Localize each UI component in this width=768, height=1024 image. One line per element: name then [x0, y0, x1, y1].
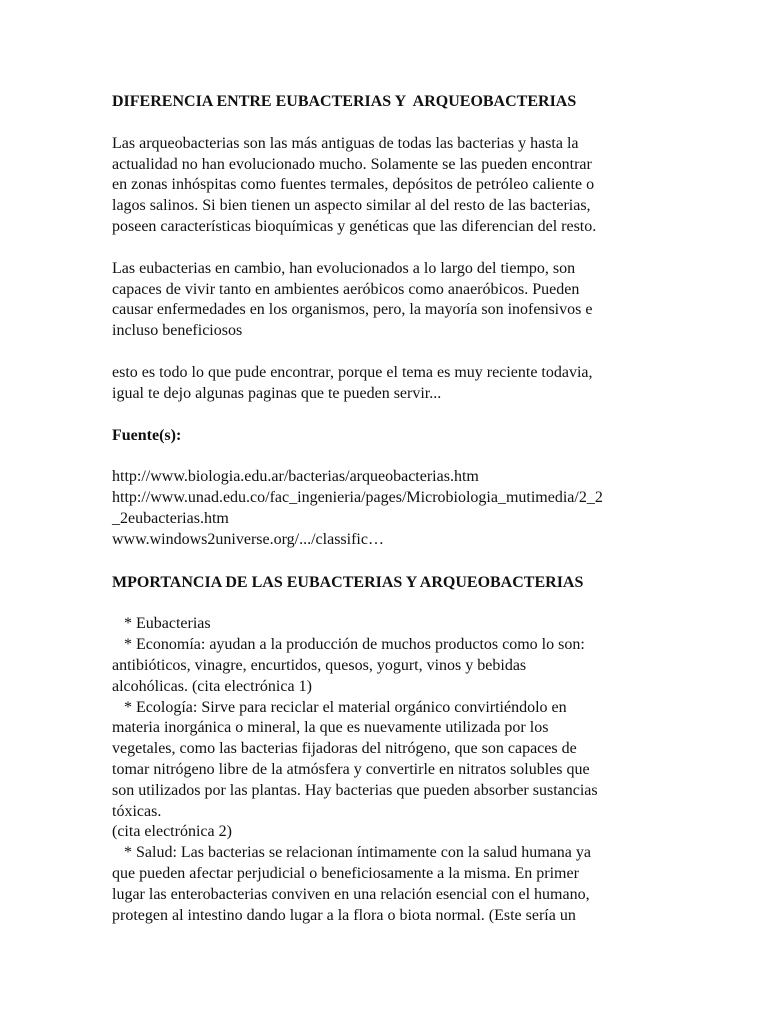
paragraph-note	[112, 363, 672, 405]
text-line: en zonas inhóspitas como fuentes termales, depósitos de petróleo caliente o	[112, 176, 595, 194]
text-line: (cita electrónica 2)	[112, 823, 232, 841]
text-line: * Ecología: Sirve para reciclar el material orgánico convirtiéndolo en	[112, 698, 567, 716]
text-line: * Eubacterias	[112, 615, 211, 633]
text-line: alcohólicas. (cita electrónica 1)	[112, 677, 312, 695]
paragraph-eubacteria	[112, 259, 672, 342]
source-link[interactable]: www.windows2universe.org/.../classific…	[112, 530, 384, 548]
paragraph-importance	[112, 614, 672, 926]
source-link[interactable]: http://www.unad.edu.co/fac_ingenieria/pages/Microbiologia_mutimedia/2_2	[112, 489, 603, 507]
text-line: causar enfermedades en los organismos, pero, la mayoría son inofensivos e	[112, 301, 593, 319]
text-line: incluso beneficiosos	[112, 322, 243, 340]
text-line: Las arqueobacterias son las más antiguas de todas las bacterias y hasta la	[112, 134, 579, 152]
text-line: poseen características bioquímicas y genéticas que las diferencian del resto.	[112, 217, 597, 235]
text-line: esto es todo lo que pude encontrar, porque el tema es muy reciente todavia,	[112, 363, 593, 381]
text-line: tóxicas.	[112, 802, 162, 820]
text-line: * Salud: Las bacterias se relacionan íntimamente con la salud humana ya	[112, 844, 591, 862]
section-title: DIFERENCIA ENTRE EUBACTERIAS Y ARQUEOBACTERIAS	[112, 93, 577, 110]
text-line: lagos salinos. Si bien tienen un aspecto similar al del resto de las bacterias,	[112, 197, 591, 215]
text-line: tomar nitrógeno libre de la atmósfera y convertirle en nitratos solubles que	[112, 760, 590, 778]
text-line: materia inorgánica o mineral, la que es nuevamente utilizada por los	[112, 719, 549, 737]
document-page	[112, 92, 672, 947]
text-line: vegetales, como las bacterias fijadoras del nitrógeno, que son capaces de	[112, 740, 577, 758]
text-line: son utilizados por las plantas. Hay bacterias que pueden absorber sustancias	[112, 781, 598, 799]
source-link-continuation[interactable]: _2eubacterias.htm	[112, 509, 229, 527]
source-link[interactable]: http://www.biologia.edu.ar/bacterias/arqueobacterias.htm	[112, 468, 479, 486]
text-line: Las eubacterias en cambio, han evolucionados a lo largo del tiempo, son	[112, 259, 576, 277]
text-line: capaces de vivir tanto en ambientes aeróbicos como anaeróbicos. Pueden	[112, 280, 580, 298]
text-line: actualidad no han evolucionado mucho. Solamente se las pueden encontrar	[112, 155, 592, 173]
text-line: protegen al intestino dando lugar a la flora o biota normal. (Este sería un	[112, 906, 576, 924]
paragraph-archaea	[112, 134, 672, 238]
text-line: que pueden afectar perjudicial o beneficiosamente a la misma. En primer	[112, 864, 579, 882]
text-line: lugar las enterobacterias conviven en una relación esencial con el humano,	[112, 885, 590, 903]
text-line: antibióticos, vinagre, encurtidos, quesos, yogurt, vinos y bebidas	[112, 656, 527, 674]
text-line: * Economía: ayudan a la producción de muchos productos como lo son:	[112, 636, 585, 654]
section-title: MPORTANCIA DE LAS EUBACTERIAS Y ARQUEOBACTERIAS	[112, 573, 584, 591]
sources-list	[112, 467, 672, 550]
text-line: igual te dejo algunas paginas que te pueden servir...	[112, 384, 442, 402]
sources-label: Fuente(s):	[112, 426, 182, 444]
